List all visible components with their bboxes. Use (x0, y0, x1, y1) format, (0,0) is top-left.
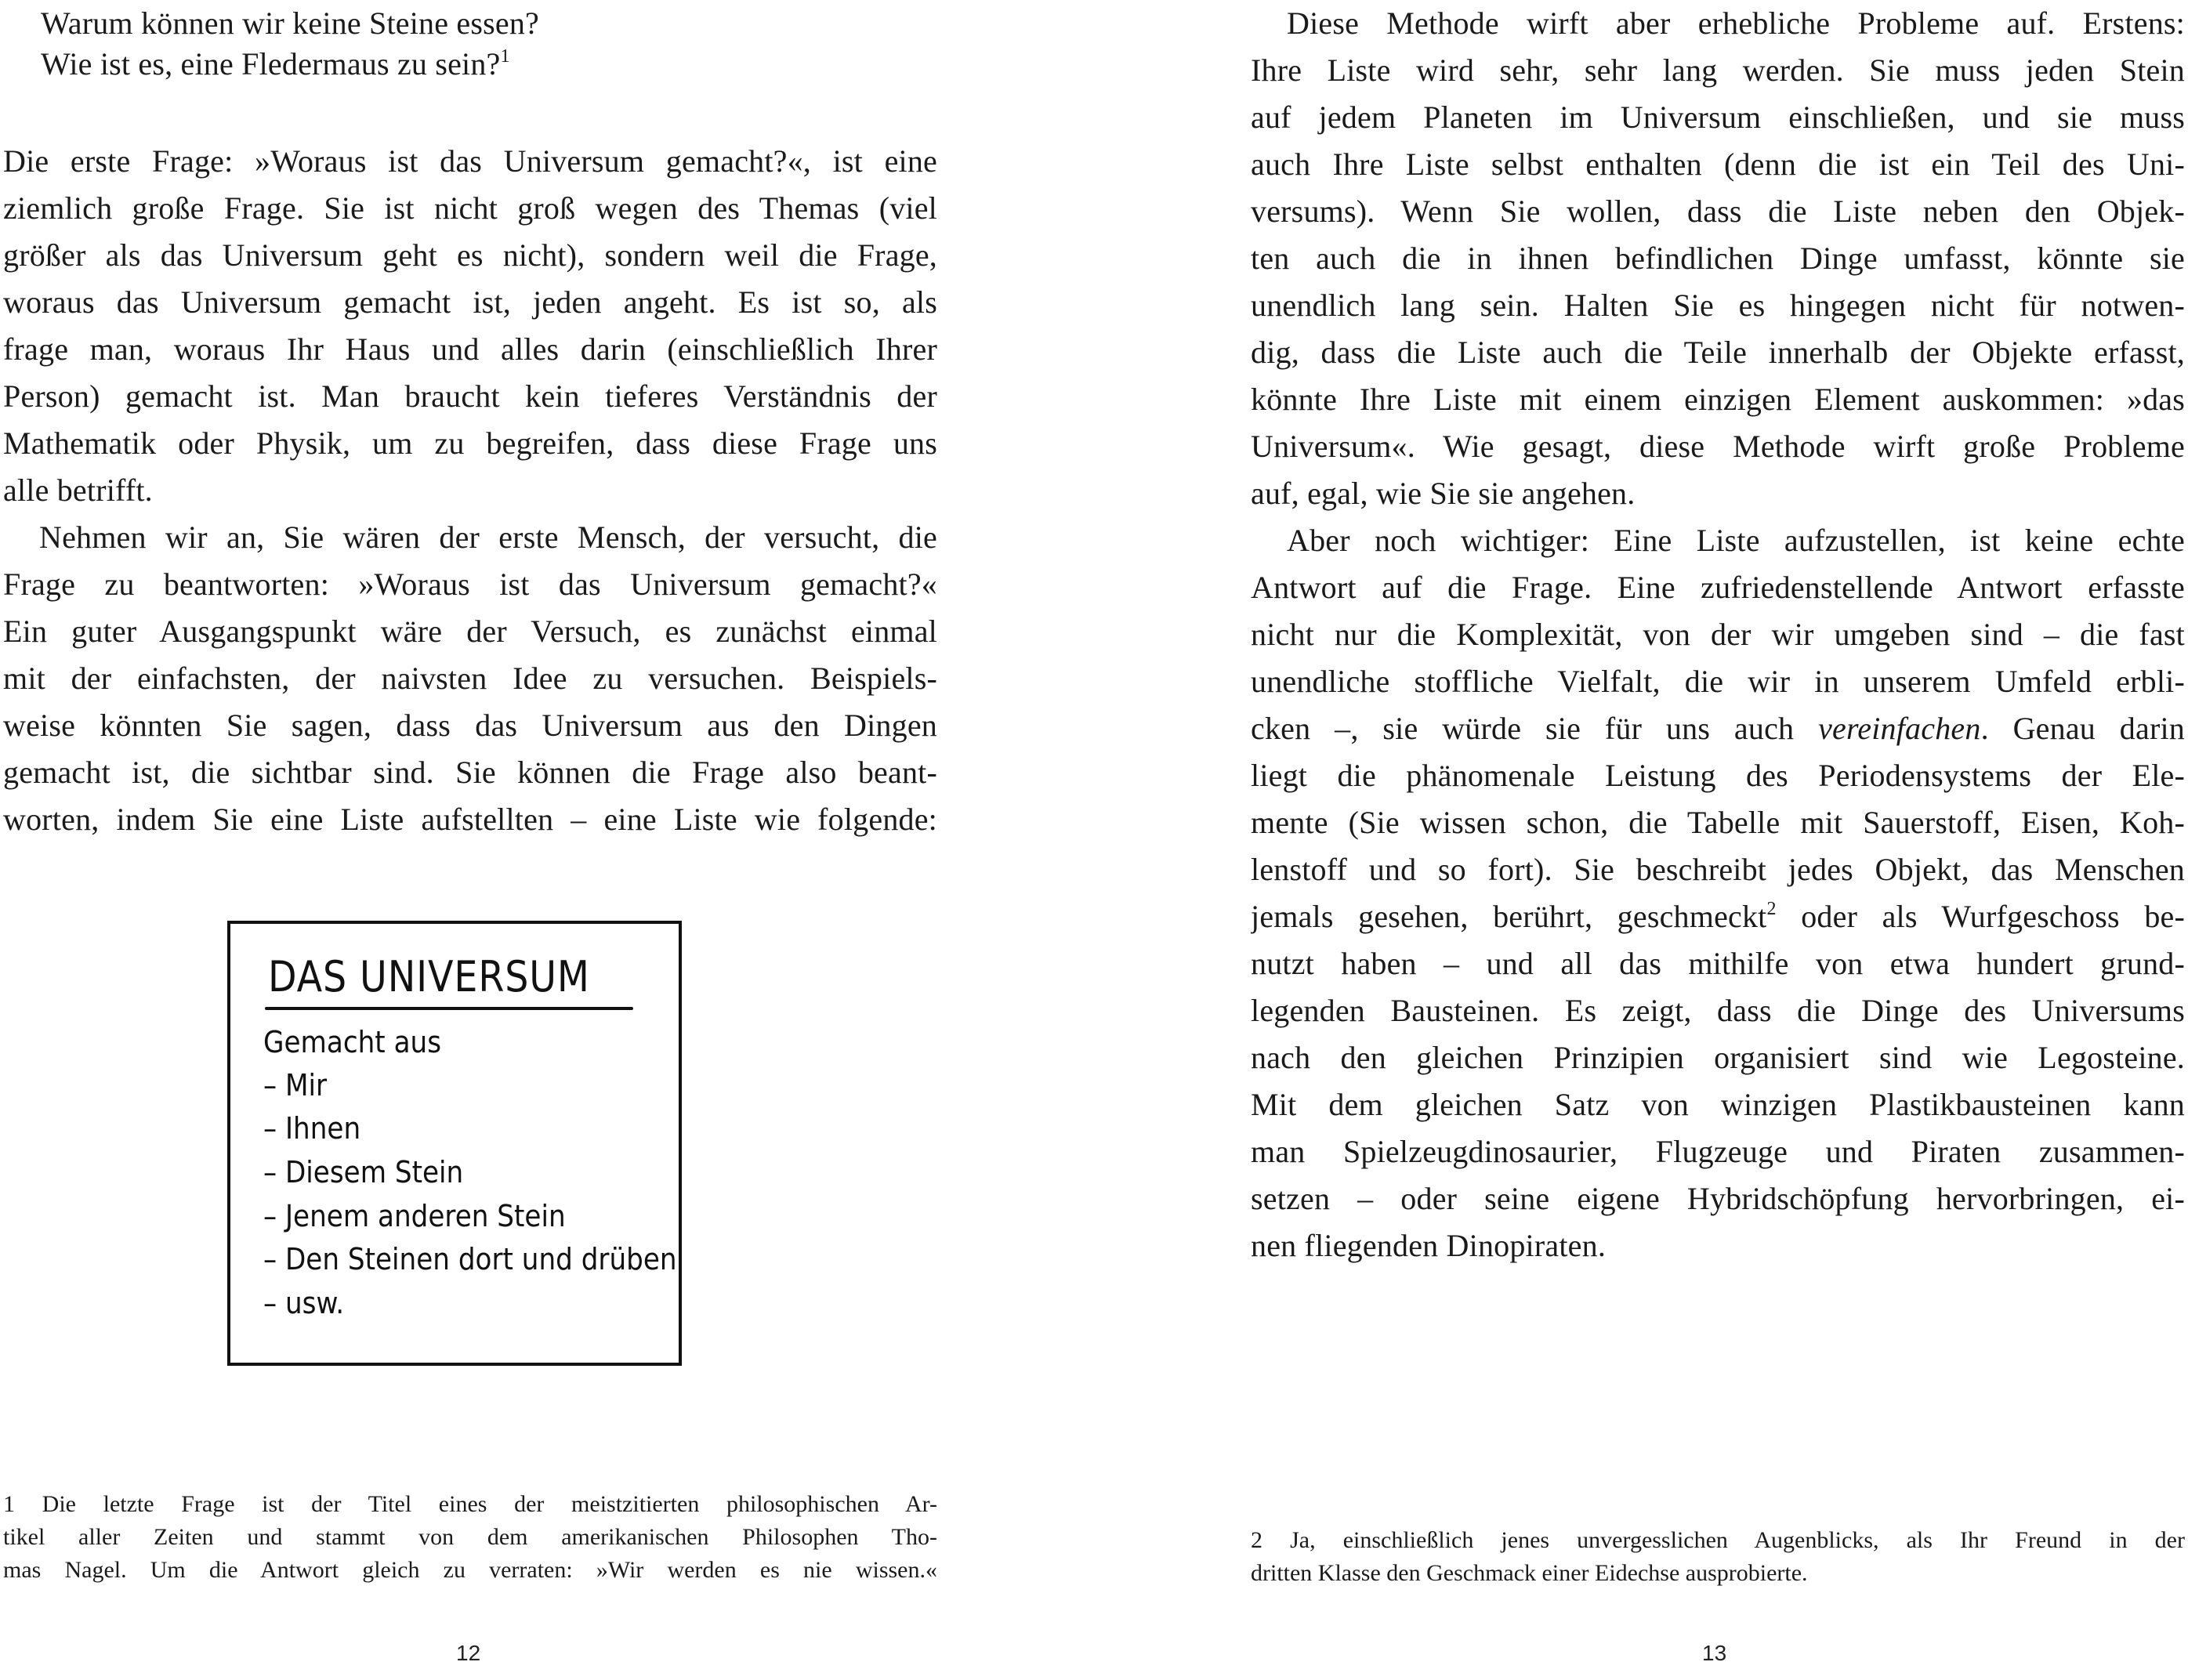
body-line: liegt die phänomenale Leistung des Periodensystems der Ele- (1251, 758, 2185, 793)
body-line: Person) gemacht ist. Man braucht kein tieferes Verständnis der (3, 378, 937, 414)
body-line: versums). Wenn Sie wollen, dass die Liste neben den Objek- (1251, 194, 2185, 229)
footnote-line: 1 Die letzte Frage ist der Titel eines der meistzitierten philosophischen Ar- (3, 1491, 937, 1517)
body-line: auch Ihre Liste selbst enthalten (denn die ist ein Teil des Uni- (1251, 147, 2185, 182)
body-line: alle betrifft. (3, 472, 153, 508)
body-line: mente (Sie wissen schon, die Tabelle mit Sauerstoff, Eisen, Koh- (1251, 805, 2185, 840)
body-line: nach den gleichen Prinzipien organisiert sind wie Legosteine. (1251, 1040, 2185, 1075)
box-title: DAS UNIVERSUM (268, 952, 590, 1001)
box-list-item: – Mir (263, 1068, 328, 1102)
body-line: nicht nur die Komplexität, von der wir umgeben sind – die fast (1251, 617, 2185, 652)
body-line: auf jedem Planeten im Universum einschließen, und sie muss (1251, 100, 2185, 135)
body-line: Frage zu beantworten: »Woraus ist das Universum gemacht?« (3, 567, 937, 602)
box-list-item: Gemacht aus (263, 1025, 442, 1059)
footnote-ref: 1 (500, 45, 510, 67)
body-line: worten, indem Sie eine Liste aufstellten – eine Liste wie folgende: (3, 802, 937, 837)
body-line: größer als das Universum geht es nicht), sondern weil die Frage, (3, 237, 937, 273)
body-line: cken –, sie würde sie für uns auch vereinfachen. Genau darin (1251, 711, 2185, 746)
box-list-item: – usw. (263, 1286, 345, 1320)
body-line: Mit dem gleichen Satz von winzigen Plastikbausteinen kann (1251, 1087, 2185, 1122)
body-line: Ein guter Ausgangspunkt wäre der Versuch, es zunächst einmal (3, 614, 937, 649)
body-line: ziemlich große Frage. Sie ist nicht groß wegen des Themas (viel (3, 190, 937, 226)
universe-list-box (227, 921, 682, 1366)
body-line: Nehmen wir an, Sie wären der erste Mensch, der versucht, die (39, 520, 937, 555)
body-line: dig, dass die Liste auch die Teile innerhalb der Objekte erfasst, (1251, 335, 2185, 370)
body-line: gemacht ist, die sichtbar sind. Sie können die Frage also beant- (3, 755, 937, 790)
body-line: jemals gesehen, berührt, geschmeckt$^2$ oder als Wurfgeschoss be- (1251, 898, 2185, 934)
body-line: unendlich lang sein. Halten Sie es hingegen nicht für notwen- (1251, 288, 2185, 323)
emphasis: vereinfachen (1818, 711, 1981, 746)
body-line: unendliche stoffliche Vielfalt, die wir in unserem Umfeld erbli- (1251, 664, 2185, 699)
footnote-line: mas Nagel. Um die Antwort gleich zu verraten: »Wir werden es nie wissen.« (3, 1557, 937, 1583)
body-line: Aber noch wichtiger: Eine Liste aufzustellen, ist keine echte (1287, 523, 2185, 558)
body-line: auf, egal, wie Sie sie angehen. (1251, 476, 1636, 511)
question-line: Wie ist es, eine Fledermaus zu sein?$^1$ (41, 45, 510, 81)
body-line: frage man, woraus Ihr Haus und alles darin (einschließlich Ihrer (3, 331, 937, 367)
box-list-item: – Diesem Stein (263, 1155, 464, 1189)
question-line: Warum können wir keine Steine essen? (41, 5, 540, 41)
body-line: könnte Ihre Liste mit einem einzigen Element auskommen: »das (1251, 382, 2185, 417)
body-line: Ihre Liste wird sehr, sehr lang werden. Sie muss jeden Stein (1251, 52, 2185, 88)
box-list-item: – Ihnen (263, 1111, 361, 1146)
right-page (1094, 0, 2188, 1680)
box-list-item: – Jenem anderen Stein (263, 1199, 566, 1233)
body-line: Universum«. Wie gesagt, diese Methode wirft große Probleme (1251, 429, 2185, 464)
page-number: 13 (1702, 1641, 1727, 1665)
body-line: mit der einfachsten, der naivsten Idee zu versuchen. Beispiels- (3, 661, 937, 696)
body-line: lenstoff und so fort). Sie beschreibt jedes Objekt, das Menschen (1251, 852, 2185, 887)
body-line: ten auch die in ihnen befindlichen Dinge umfasst, könnte sie (1251, 241, 2185, 276)
page-number: 12 (456, 1641, 481, 1665)
body-line: Die erste Frage: »Woraus ist das Universum gemacht?«, ist eine (3, 143, 937, 179)
footnote-line: 2 Ja, einschließlich jenes unvergesslichen Augenblicks, als Ihr Freund in der (1251, 1527, 2185, 1553)
body-line: woraus das Universum gemacht ist, jeden angeht. Es ist so, als (3, 284, 937, 320)
body-line: legenden Bausteinen. Es zeigt, dass die Dinge des Universums (1251, 993, 2185, 1028)
box-title-underline (265, 1007, 633, 1010)
footnote-ref: 2 (1766, 898, 1777, 919)
footnote-line: dritten Klasse den Geschmack einer Eidechse ausprobierte. (1251, 1560, 1808, 1586)
body-line: setzen – oder seine eigene Hybridschöpfung hervorbringen, ei- (1251, 1181, 2185, 1216)
box-list-item: – Den Steinen dort und drüben (263, 1242, 677, 1276)
body-line: weise könnten Sie sagen, dass das Universum aus den Dingen (3, 708, 937, 743)
footnote-line: tikel aller Zeiten und stammt von dem amerikanischen Philosophen Tho- (3, 1524, 937, 1550)
body-line: nutzt haben – und all das mithilfe von etwa hundert grund- (1251, 946, 2185, 981)
body-line: Diese Methode wirft aber erhebliche Probleme auf. Erstens: (1287, 5, 2185, 41)
body-line: Mathematik oder Physik, um zu begreifen, dass diese Frage uns (3, 425, 937, 461)
body-line: Antwort auf die Frage. Eine zufriedenstellende Antwort erfasste (1251, 570, 2185, 605)
body-line: man Spielzeugdinosaurier, Flugzeuge und Piraten zusammen- (1251, 1134, 2185, 1169)
body-line: nen fliegenden Dinopiraten. (1251, 1228, 1607, 1263)
